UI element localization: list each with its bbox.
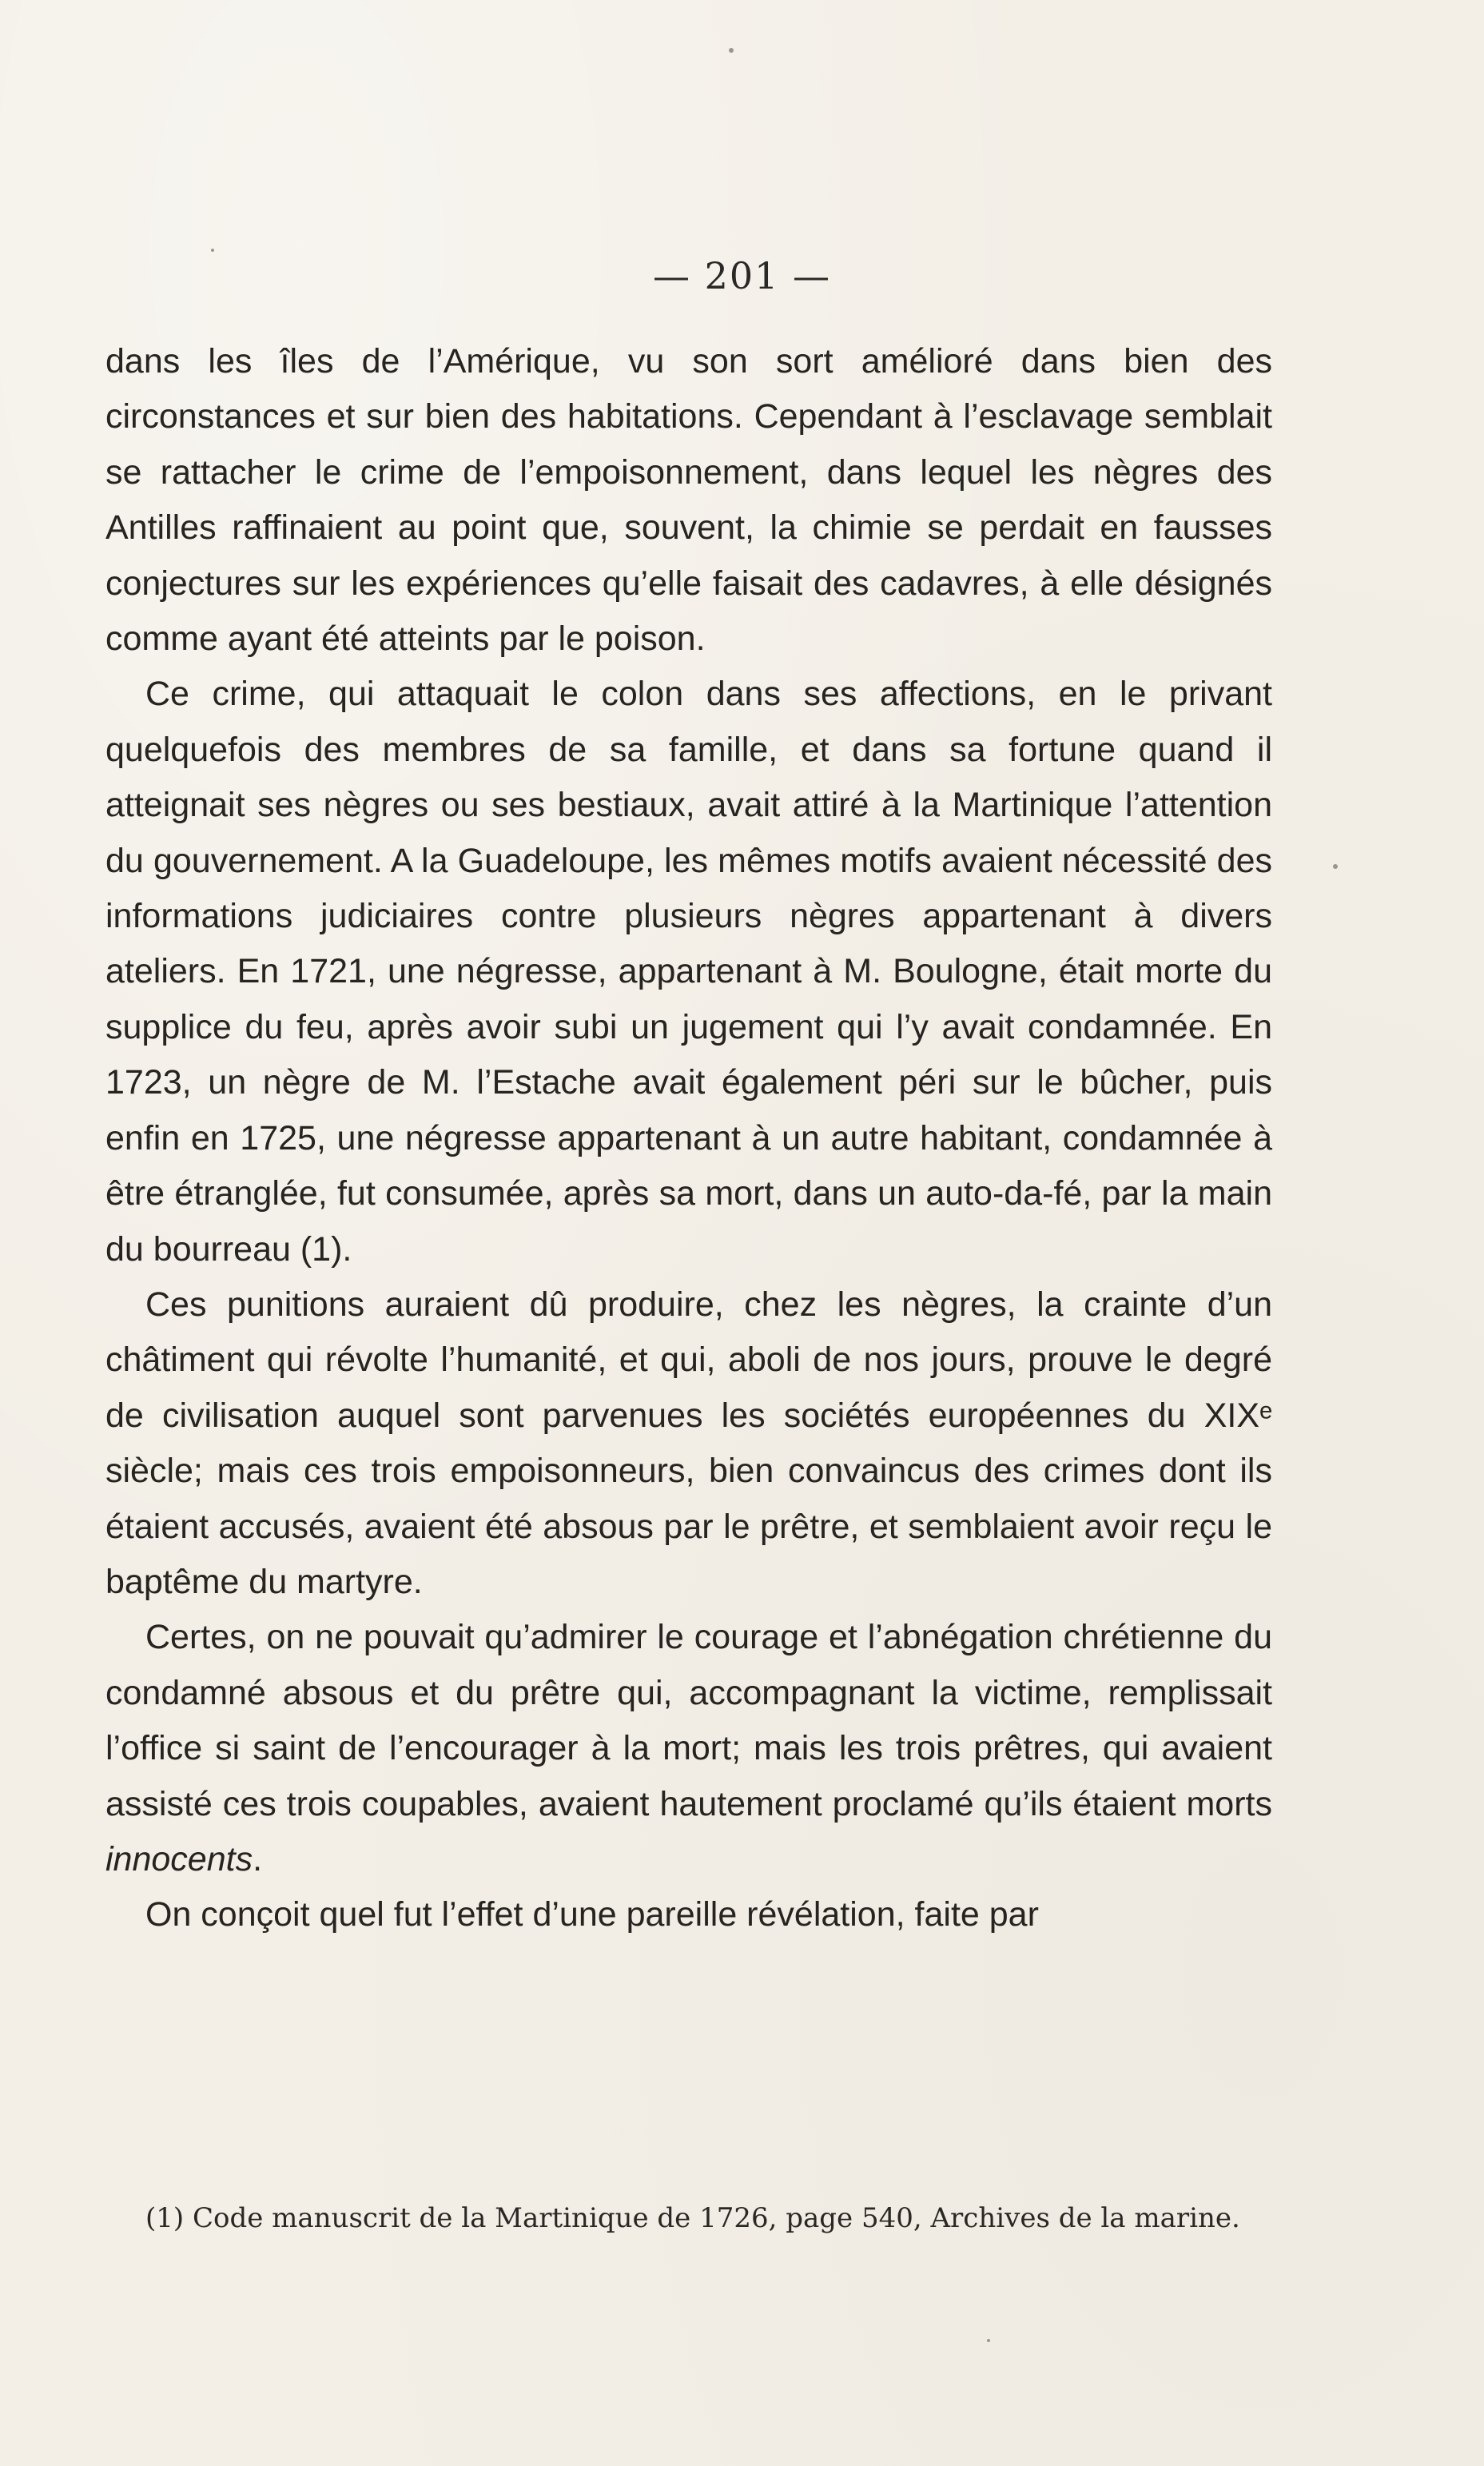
paragraph-4-text-before-emphasis: Certes, on ne pouvait qu’admirer le courage et l’abnégation chrétienne du condamné absous et du prêtre qui, accompagnant la victime, remplissait l’office si saint de l’encourager à la mort; mais les trois prêtres, qui avaient assisté ces trois coupables, avaient hautement proclamé qu’ils étaient morts [105, 1618, 1272, 1823]
paragraph-4-emphasis: innocents [105, 1839, 253, 1878]
paragraph-3: Ces punitions auraient dû produire, chez les nègres, la crainte d’un châtiment qui révolte l’humanité, et qui, aboli de nos jours, prouve le degré de civilisation auquel sont parvenues les sociétés européennes du XIXᵉ siècle; mais ces trois empoisonneurs, bien convaincus des crimes dont ils étaient accusés, avaient été absous par le prêtre, et semblaient avoir reçu le baptême du martyre. [105, 1285, 1272, 1601]
paper-speck [211, 249, 214, 252]
paragraph-4-text-after-emphasis: . [253, 1839, 263, 1878]
footnote-text: (1) Code manuscrit de la Martinique de 1726, page 540, Archives de la marine. [145, 2202, 1240, 2234]
paragraph-2: Ce crime, qui attaquait le colon dans ses affections, en le privant quelquefois des membres de sa famille, et dans sa fortune quand il atteignait ses nègres ou ses bestiaux, avait attiré à la Martinique l’attention du gouvernement. A la Guadeloupe, les mêmes motifs avaient nécessité des informations judiciaires contre plusieurs nègres appartenant à divers ateliers. En 1721, une négresse, appartenant à M. Boulogne, était morte du supplice du feu, après avoir subi un jugement qui l’y avait condamnée. En 1723, un nègre de M. l’Estache avait également péri sur le bûcher, puis enfin en 1725, une négresse appartenant à un autre habitant, condamnée à être étranglée, fut consumée, après sa mort, dans un auto-da-fé, par la main du bourreau (1). [105, 675, 1272, 1269]
paper-speck [729, 48, 734, 53]
paragraph-5: On conçoit quel fut l’effet d’une pareille révélation, faite par [145, 1895, 1039, 1934]
footnote [105, 2198, 1272, 2238]
body-text [105, 334, 1272, 1943]
paper-speck [987, 2339, 990, 2342]
paper-speck [1333, 864, 1338, 869]
paragraph-1: dans les îles de l’Amérique, vu son sort amélioré dans bien des circonstances et sur bien des habitations. Cependant à l’esclavage semblait se rattacher le crime de l’empoisonnement, dans lequel les nègres des Antilles raffinaient au point que, souvent, la chimie se perdait en fausses conjectures sur les expériences qu’elle faisait des cadavres, à elle désignés comme ayant été atteints par le poison. [105, 342, 1272, 659]
paragraph-4 [105, 1610, 1272, 1887]
page-number: — 201 — [652, 254, 832, 297]
